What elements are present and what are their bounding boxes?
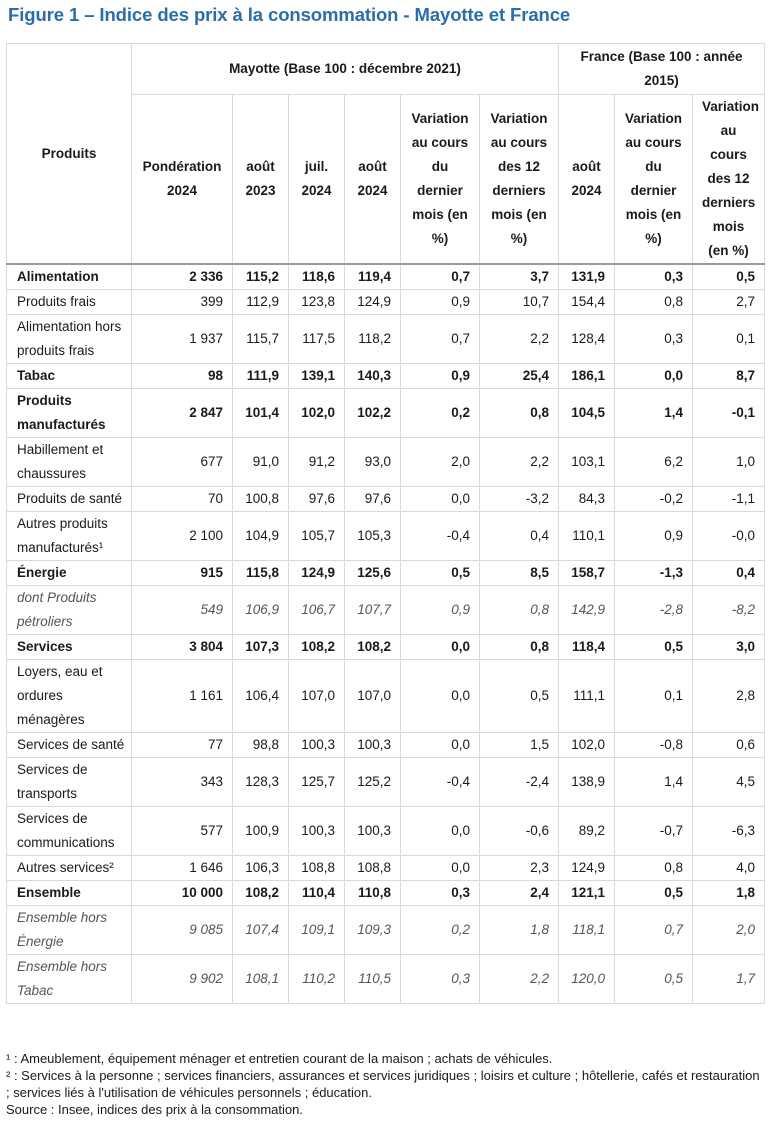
table-cell: 118,6 — [289, 264, 345, 290]
table-row — [7, 389, 765, 438]
produits-header: Produits — [7, 44, 132, 265]
row-label: Loyers, eau et ordures ménagères — [7, 660, 132, 733]
table-cell: 107,0 — [345, 660, 401, 733]
table-cell: 0,1 — [693, 315, 765, 364]
table-cell: 108,8 — [289, 856, 345, 881]
table-cell: 118,1 — [559, 906, 615, 955]
table-cell: 111,1 — [559, 660, 615, 733]
row-label: Ensemble — [7, 881, 132, 906]
table-row — [7, 856, 765, 881]
table-cell: 123,8 — [289, 290, 345, 315]
table-cell: 9 085 — [132, 906, 233, 955]
table-cell: 106,7 — [289, 586, 345, 635]
table-cell: 105,3 — [345, 512, 401, 561]
table-cell: 104,9 — [233, 512, 289, 561]
table-cell: 4,0 — [693, 856, 765, 881]
table-cell: 0,1 — [615, 660, 693, 733]
col-header-aout-2024: août 2024 — [345, 95, 401, 265]
table-cell: 2 336 — [132, 264, 233, 290]
table-cell: 102,0 — [559, 733, 615, 758]
row-label: Énergie — [7, 561, 132, 586]
table-cell: 2,4 — [480, 881, 559, 906]
table-row — [7, 438, 765, 487]
table-cell: 106,9 — [233, 586, 289, 635]
table-cell: 100,3 — [345, 807, 401, 856]
table-cell: 0,9 — [401, 586, 480, 635]
table-cell: 110,1 — [559, 512, 615, 561]
table-cell: 2 100 — [132, 512, 233, 561]
table-cell: 10 000 — [132, 881, 233, 906]
row-label: Habillement et chaussures — [7, 438, 132, 487]
table-cell: 84,3 — [559, 487, 615, 512]
table-cell: 100,9 — [233, 807, 289, 856]
table-cell: -0,4 — [401, 758, 480, 807]
table-cell: 125,6 — [345, 561, 401, 586]
table-cell: 115,2 — [233, 264, 289, 290]
table-cell: 0,9 — [615, 512, 693, 561]
footnotes — [6, 1050, 762, 1118]
table-row — [7, 660, 765, 733]
row-label: Produits manufacturés — [7, 389, 132, 438]
table-cell: 10,7 — [480, 290, 559, 315]
table-row — [7, 290, 765, 315]
table-cell: 2,0 — [693, 906, 765, 955]
table-cell: 0,5 — [401, 561, 480, 586]
table-cell: 139,1 — [289, 364, 345, 389]
table-cell: 1,8 — [480, 906, 559, 955]
table-cell: -0,8 — [615, 733, 693, 758]
table-cell: 0,8 — [615, 290, 693, 315]
table-row — [7, 807, 765, 856]
table-cell: 0,8 — [480, 586, 559, 635]
table-cell: 0,5 — [693, 264, 765, 290]
table-row — [7, 512, 765, 561]
table-cell: -0,2 — [615, 487, 693, 512]
table-cell: 0,3 — [615, 264, 693, 290]
table-cell: 77 — [132, 733, 233, 758]
table-cell: 0,5 — [615, 955, 693, 1004]
row-label: Services — [7, 635, 132, 660]
table-row — [7, 635, 765, 660]
table-cell: 0,8 — [480, 635, 559, 660]
col-header-var-mois: Variation au cours du dernier mois (en %) — [401, 95, 480, 265]
table-row — [7, 264, 765, 290]
table-cell: 128,3 — [233, 758, 289, 807]
table-cell: 399 — [132, 290, 233, 315]
table-cell: 1 161 — [132, 660, 233, 733]
table-cell: 2,2 — [480, 438, 559, 487]
table-cell: -1,1 — [693, 487, 765, 512]
table-cell: 0,4 — [693, 561, 765, 586]
table-cell: 0,6 — [693, 733, 765, 758]
table-cell: 91,2 — [289, 438, 345, 487]
table-cell: 1,8 — [693, 881, 765, 906]
table-cell: 125,2 — [345, 758, 401, 807]
table-cell: 0,0 — [401, 635, 480, 660]
row-label: Alimentation — [7, 264, 132, 290]
table-cell: 154,4 — [559, 290, 615, 315]
table-cell: 100,3 — [289, 733, 345, 758]
table-cell: 0,2 — [401, 389, 480, 438]
row-label: Autres services² — [7, 856, 132, 881]
table-cell: 186,1 — [559, 364, 615, 389]
table-cell: 117,5 — [289, 315, 345, 364]
row-label: Autres produits manufacturés¹ — [7, 512, 132, 561]
row-label: Produits frais — [7, 290, 132, 315]
row-label: dont Produits pétroliers — [7, 586, 132, 635]
table-cell: 100,8 — [233, 487, 289, 512]
mayotte-group-header: Mayotte (Base 100 : décembre 2021) — [132, 44, 559, 95]
table-cell: 138,9 — [559, 758, 615, 807]
table-cell: 108,2 — [233, 881, 289, 906]
table-cell: 1,5 — [480, 733, 559, 758]
table-cell: 0,3 — [401, 881, 480, 906]
table-cell: 343 — [132, 758, 233, 807]
table-cell: 107,4 — [233, 906, 289, 955]
row-label: Alimentation hors produits frais — [7, 315, 132, 364]
row-label: Services de communications — [7, 807, 132, 856]
table-cell: 118,2 — [345, 315, 401, 364]
table-cell: 110,8 — [345, 881, 401, 906]
table-cell: 6,2 — [615, 438, 693, 487]
table-cell: 0,5 — [615, 635, 693, 660]
row-label: Services de transports — [7, 758, 132, 807]
col-header-ponderation: Pondération 2024 — [132, 95, 233, 265]
row-label: Tabac — [7, 364, 132, 389]
table-row — [7, 881, 765, 906]
table-cell: 549 — [132, 586, 233, 635]
table-cell: 100,3 — [345, 733, 401, 758]
table-body — [7, 264, 765, 1004]
table-cell: 2,2 — [480, 315, 559, 364]
table-cell: 91,0 — [233, 438, 289, 487]
table-cell: 0,3 — [401, 955, 480, 1004]
table-cell: -0,1 — [693, 389, 765, 438]
row-label: Produits de santé — [7, 487, 132, 512]
table-cell: 1,4 — [615, 389, 693, 438]
table-cell: 0,0 — [401, 856, 480, 881]
table-cell: 115,8 — [233, 561, 289, 586]
col-header-france-var-mois: Variation au cours du dernier mois (en %) — [615, 95, 693, 265]
cpi-table — [6, 43, 765, 1004]
table-cell: 108,2 — [345, 635, 401, 660]
table-cell: 0,0 — [401, 807, 480, 856]
table-cell: 2,0 — [401, 438, 480, 487]
table-cell: 1,7 — [693, 955, 765, 1004]
table-cell: 70 — [132, 487, 233, 512]
table-cell: -0,0 — [693, 512, 765, 561]
table-cell: 0,0 — [401, 487, 480, 512]
table-cell: 158,7 — [559, 561, 615, 586]
table-cell: 108,2 — [289, 635, 345, 660]
table-row — [7, 955, 765, 1004]
table-cell: 4,5 — [693, 758, 765, 807]
table-cell: 0,9 — [401, 290, 480, 315]
table-cell: 0,7 — [615, 906, 693, 955]
table-cell: -0,6 — [480, 807, 559, 856]
table-cell: 0,8 — [615, 856, 693, 881]
table-cell: 0,0 — [615, 364, 693, 389]
table-cell: 102,0 — [289, 389, 345, 438]
table-cell: 104,5 — [559, 389, 615, 438]
table-cell: 1 937 — [132, 315, 233, 364]
table-row — [7, 586, 765, 635]
table-cell: 107,3 — [233, 635, 289, 660]
col-header-aout-2023: août 2023 — [233, 95, 289, 265]
table-cell: 1 646 — [132, 856, 233, 881]
table-row — [7, 733, 765, 758]
table-cell: 2,2 — [480, 955, 559, 1004]
table-cell: 106,3 — [233, 856, 289, 881]
table-cell: 124,9 — [559, 856, 615, 881]
table-cell: 124,9 — [345, 290, 401, 315]
table-cell: -0,7 — [615, 807, 693, 856]
table-cell: 0,9 — [401, 364, 480, 389]
table-cell: -2,8 — [615, 586, 693, 635]
table-cell: -0,4 — [401, 512, 480, 561]
table-cell: 107,0 — [289, 660, 345, 733]
table-cell: 120,0 — [559, 955, 615, 1004]
table-cell: 0,0 — [401, 660, 480, 733]
table-cell: 677 — [132, 438, 233, 487]
table-cell: 0,7 — [401, 315, 480, 364]
table-cell: 8,5 — [480, 561, 559, 586]
table-row — [7, 561, 765, 586]
france-group-header: France (Base 100 : année 2015) — [559, 44, 765, 95]
table-cell: 89,2 — [559, 807, 615, 856]
table-cell: 107,7 — [345, 586, 401, 635]
table-row — [7, 315, 765, 364]
table-cell: -8,2 — [693, 586, 765, 635]
table-cell: 2,7 — [693, 290, 765, 315]
footnote-1: ¹ : Ameublement, équipement ménager et entretien courant de la maison ; achats de véhicules. — [6, 1051, 553, 1066]
col-header-var-12-mois: Variation au cours des 12 derniers mois (en %) — [480, 95, 559, 265]
table-cell: 97,6 — [289, 487, 345, 512]
table-cell: 1,0 — [693, 438, 765, 487]
table-cell: 9 902 — [132, 955, 233, 1004]
table-cell: 124,9 — [289, 561, 345, 586]
col-header-france-var-12-mois: Variation au cours des 12 derniers mois (en %) — [693, 95, 765, 265]
row-label: Ensemble hors Tabac — [7, 955, 132, 1004]
table-cell: 3,7 — [480, 264, 559, 290]
table-cell: 115,7 — [233, 315, 289, 364]
table-cell: 142,9 — [559, 586, 615, 635]
table-cell: 0,5 — [615, 881, 693, 906]
table-cell: 100,3 — [289, 807, 345, 856]
table-cell: 131,9 — [559, 264, 615, 290]
cpi-table-container — [6, 43, 764, 1004]
table-cell: 110,4 — [289, 881, 345, 906]
table-cell: 108,1 — [233, 955, 289, 1004]
table-cell: 0,7 — [401, 264, 480, 290]
table-cell: 128,4 — [559, 315, 615, 364]
table-cell: 0,4 — [480, 512, 559, 561]
table-cell: -3,2 — [480, 487, 559, 512]
figure-title: Figure 1 – Indice des prix à la consommation - Mayotte et France — [8, 4, 571, 25]
table-cell: 110,5 — [345, 955, 401, 1004]
table-cell: 101,4 — [233, 389, 289, 438]
table-cell: 3,0 — [693, 635, 765, 660]
source-note: Source : Insee, indices des prix à la consommation. — [6, 1102, 303, 1117]
table-cell: 105,7 — [289, 512, 345, 561]
row-label: Services de santé — [7, 733, 132, 758]
col-header-france-aout-2024: août 2024 — [559, 95, 615, 265]
table-cell: 108,8 — [345, 856, 401, 881]
table-cell: 1,4 — [615, 758, 693, 807]
table-cell: 98 — [132, 364, 233, 389]
table-cell: 110,2 — [289, 955, 345, 1004]
table-cell: -6,3 — [693, 807, 765, 856]
table-cell: 0,2 — [401, 906, 480, 955]
table-cell: 0,5 — [480, 660, 559, 733]
table-cell: 2,8 — [693, 660, 765, 733]
table-row — [7, 364, 765, 389]
table-cell: 8,7 — [693, 364, 765, 389]
table-cell: 915 — [132, 561, 233, 586]
table-cell: 121,1 — [559, 881, 615, 906]
table-cell: 2 847 — [132, 389, 233, 438]
table-row — [7, 487, 765, 512]
table-cell: 25,4 — [480, 364, 559, 389]
table-cell: 119,4 — [345, 264, 401, 290]
table-cell: 98,8 — [233, 733, 289, 758]
table-cell: 577 — [132, 807, 233, 856]
table-cell: 109,3 — [345, 906, 401, 955]
table-cell: 2,3 — [480, 856, 559, 881]
table-cell: 109,1 — [289, 906, 345, 955]
table-cell: 0,3 — [615, 315, 693, 364]
table-cell: 111,9 — [233, 364, 289, 389]
table-row — [7, 758, 765, 807]
col-header-juil-2024: juil. 2024 — [289, 95, 345, 265]
table-row — [7, 906, 765, 955]
table-cell: 103,1 — [559, 438, 615, 487]
table-cell: 106,4 — [233, 660, 289, 733]
table-cell: 112,9 — [233, 290, 289, 315]
table-cell: 0,8 — [480, 389, 559, 438]
footnote-2: ² : Services à la personne ; services financiers, assurances et services juridiques ; loisirs et culture ; hôtellerie, cafés et restauration ; services liés à l'utilisation de véhicules personnels ; éducation. — [6, 1068, 760, 1100]
table-cell: 0,0 — [401, 733, 480, 758]
table-cell: 102,2 — [345, 389, 401, 438]
table-cell: 97,6 — [345, 487, 401, 512]
row-label: Ensemble hors Énergie — [7, 906, 132, 955]
table-cell: 118,4 — [559, 635, 615, 660]
table-cell: 125,7 — [289, 758, 345, 807]
table-cell: -1,3 — [615, 561, 693, 586]
table-cell: 3 804 — [132, 635, 233, 660]
table-cell: 93,0 — [345, 438, 401, 487]
table-cell: 140,3 — [345, 364, 401, 389]
table-cell: -2,4 — [480, 758, 559, 807]
